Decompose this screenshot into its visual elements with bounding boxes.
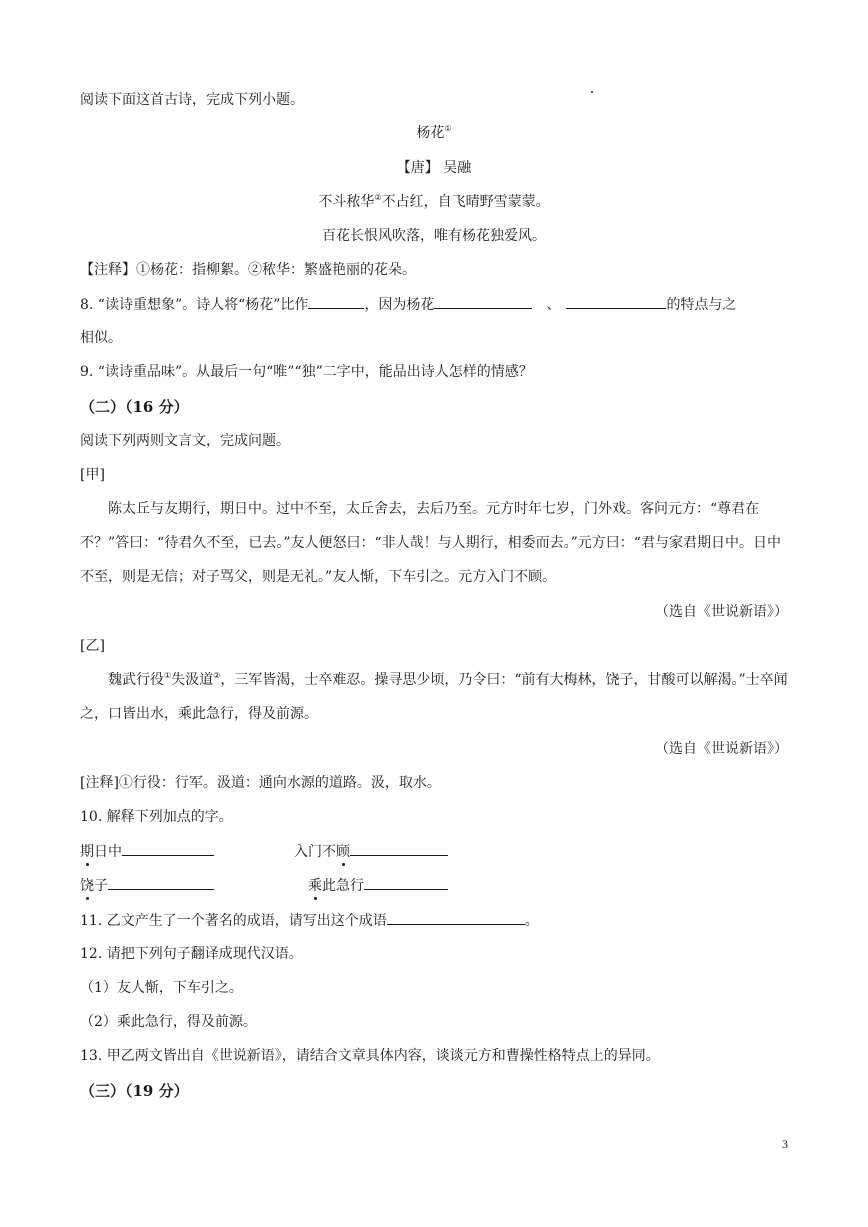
q10-blank-3[interactable] <box>108 875 214 890</box>
q12-item-1: （1）友人惭，下车引之。 <box>80 980 243 996</box>
q11-text: 11. 乙文产生了一个著名的成语，请写出这个成语 <box>80 913 387 929</box>
q10-item-1-rest: 日中 <box>94 844 122 860</box>
scan-speck <box>591 91 593 93</box>
q10-blank-4[interactable] <box>364 875 448 890</box>
yi-text-a: 魏武行役 <box>108 672 164 688</box>
poem-line-1b: 不占红，自飞晴野雪蒙蒙。 <box>381 194 550 210</box>
poem-author: 【唐】 吴融 <box>396 160 472 176</box>
q10-blank-2[interactable] <box>350 841 448 856</box>
passage-yi <box>80 663 790 731</box>
yi-text-c: ，三军皆渴，士卒难忍。操寻思少顷，乃令曰：“前有大梅林，饶子，甘酸可以解渴。”士卒闻之，口皆出水，乘此急行，得及前源。 <box>80 672 788 722</box>
page-number: 3 <box>782 1137 788 1151</box>
question-13: 13. 甲乙两文皆出自《世说新语》，请结合文章具体内容，谈谈元方和曹操性格特点上的异同。 <box>80 1048 660 1064</box>
passage-jia-source: （选自《世说新语》） <box>655 604 788 620</box>
q10-item-1 <box>80 841 214 862</box>
question-8-cont: 相似。 <box>80 330 122 346</box>
q10-item-2-dot: 顾 <box>336 844 350 860</box>
q10-item-3 <box>80 875 214 896</box>
poem-title-text: 杨花 <box>416 125 445 141</box>
section-2-intro: 阅读下列两则文言文，完成问题。 <box>80 433 290 449</box>
q8-part4: 的特点与之 <box>666 297 737 313</box>
q10-item-3-dot: 饶 <box>80 878 94 894</box>
q10-item-4 <box>308 875 448 896</box>
poem-line-1a: 不斗秾华 <box>318 194 375 210</box>
passage-yi-annotation: [注释]①行役：行军。汲道：通向水源的道路。汲，取水。 <box>80 775 441 791</box>
poem-line-1-note: ② <box>374 193 382 202</box>
yi-note-1: ① <box>164 671 172 680</box>
q10-item-4-dot: 乘 <box>308 878 322 894</box>
q10-item-1-dot: 期 <box>80 844 94 860</box>
passage-jia-label: [甲] <box>80 467 105 483</box>
question-10: 10. 解释下列加点的字。 <box>80 809 233 825</box>
question-8 <box>80 294 736 315</box>
q11-end: 。 <box>524 913 539 929</box>
question-11 <box>80 910 539 931</box>
q10-item-4-rest: 此急行 <box>322 878 364 894</box>
q8-part1: 8. “读诗重想象”。诗人将“杨花”比作 <box>80 297 309 313</box>
q12-item-2: （2）乘此急行，得及前源。 <box>80 1014 257 1030</box>
question-12: 12. 请把下列句子翻译成现代汉语。 <box>80 946 303 962</box>
q8-blank-1[interactable] <box>308 294 364 309</box>
q10-item-2 <box>294 841 448 862</box>
section-2-heading: （二）（16 分） <box>80 398 189 416</box>
yi-note-2: ② <box>213 671 221 680</box>
poem-title-note: ① <box>444 124 452 133</box>
yi-text-b: 失汲道 <box>171 672 214 688</box>
q10-blank-1[interactable] <box>122 841 214 856</box>
passage-yi-label: [乙] <box>80 638 105 654</box>
question-9: 9. “读诗重品味”。从最后一句“唯”“独”二字中，能品出诗人怎样的情感？ <box>80 364 533 380</box>
q11-blank[interactable] <box>387 910 525 925</box>
q8-part2: ，因为杨花 <box>364 297 435 313</box>
poem-annotation: 【注释】①杨花：指柳絮。②秾华：繁盛艳丽的花朵。 <box>80 262 416 278</box>
passage-jia: 陈太丘与友期行，期日中。过中不至，太丘舍去，去后乃至。元方时年七岁，门外戏。客问元方：“尊君在不？”答曰：“待君久不至，已去。”友人便怒曰：“非人哉！与人期行，相委而去。”元方曰：“君与家君期日中。日中不至，则是无信；对子骂父，则是无礼。”友人惭，下车引之。元方入门不顾。 <box>80 501 781 585</box>
section-3-heading: （三）（19 分） <box>80 1082 189 1100</box>
q8-part3: 、 <box>546 297 561 313</box>
q8-blank-2[interactable] <box>434 294 532 309</box>
q10-item-3-rest: 子 <box>94 878 108 894</box>
reading-intro: 阅读下面这首古诗，完成下列小题。 <box>80 92 304 108</box>
q10-item-2-pre: 入门不 <box>294 844 336 860</box>
poem-line-2: 百花长恨风吹落，唯有杨花独爱风。 <box>322 228 546 244</box>
poem-title <box>0 123 868 143</box>
passage-yi-source: （选自《世说新语》） <box>655 741 788 757</box>
poem-line-1 <box>0 192 868 212</box>
q8-blank-3[interactable] <box>566 294 666 309</box>
